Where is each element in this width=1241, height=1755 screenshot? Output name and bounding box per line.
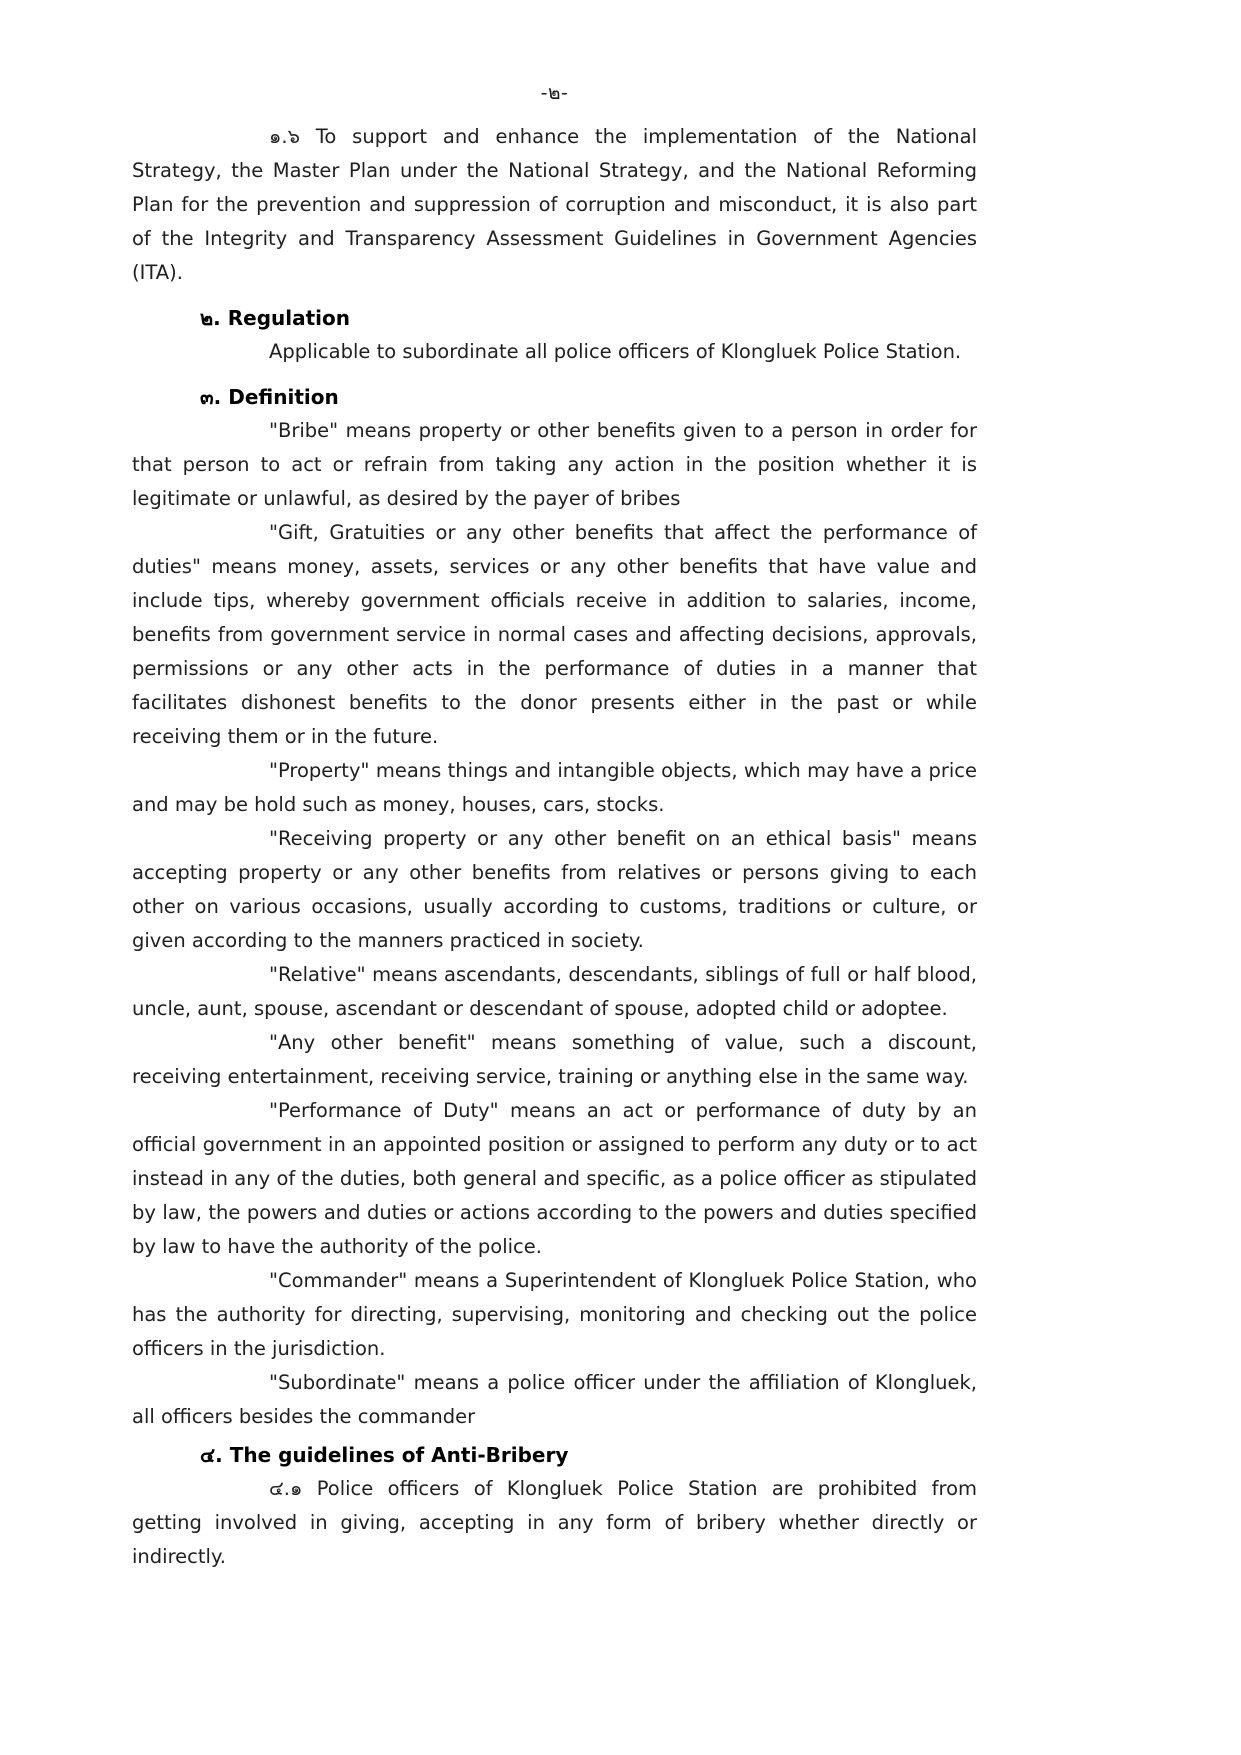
paragraph-regulation-body: Applicable to subordinate all police officers of Klongluek Police Station. (269, 340, 962, 363)
paragraph-definition-property: "Property" means things and intangible objects, which may have a price and may be hold such as money, houses, cars, stocks. (132, 759, 977, 816)
paragraph-definition-any-other-benefit: "Any other benefit" means something of value, such a discount, receiving entertainment, receiving service, training or anything else in the same way. (132, 1031, 977, 1088)
page-content (132, 80, 977, 1574)
paragraph-definition-commander: "Commander" means a Superintendent of Klongluek Police Station, who has the authority for directing, supervising, monitoring and checking out the police officers in the jurisdiction. (132, 1269, 977, 1360)
heading-definition: ๓. Definition (200, 385, 339, 409)
paragraph-definition-relative: "Relative" means ascendants, descendants, siblings of full or half blood, uncle, aunt, spouse, ascendant or descendant of spouse, adopted child or adoptee. (132, 963, 977, 1020)
paragraph-definition-subordinate: "Subordinate" means a police officer under the affiliation of Klongluek, all officers besides the commander (132, 1371, 977, 1428)
spacer (132, 290, 977, 301)
paragraph-1-6: ๑.๖ To support and enhance the implementation of the National Strategy, the Master Plan under the National Strategy, and the National Reforming Plan for the prevention and suppression of corruption and misconduct, it is also part of the Integrity and Transparency Assessment Guidelines in Government Agencies (ITA). (132, 125, 977, 284)
paragraph-4-1: ๔.๑ Police officers of Klongluek Police Station are prohibited from getting involved in giving, accepting in any form of bribery whether directly or indirectly. (132, 1477, 977, 1568)
paragraph-definition-receiving-property: "Receiving property or any other benefit on an ethical basis" means accepting property or any other benefits from relatives or persons giving to each other on various occasions, usually according to customs, traditions or culture, or given according to the manners practiced in society. (132, 827, 977, 952)
spacer (132, 369, 977, 380)
heading-anti-bribery-guidelines: ๔. The guidelines of Anti-Bribery (200, 1443, 569, 1467)
paragraph-definition-bribe: "Bribe" means property or other benefits given to a person in order for that person to act or refrain from taking any action in the position whether it is legitimate or unlawful, as desired by the payer of bribes (132, 419, 977, 510)
paragraph-definition-gift-gratuities: "Gift, Gratuities or any other benefits that affect the performance of duties" means money, assets, services or any other benefits that have value and include tips, whereby government officials receive in addition to salaries, income, benefits from government service in normal cases and affecting decisions, approvals, permissions or any other acts in the performance of duties in a manner that facilitates dishonest benefits to the donor presents either in the past or while receiving them or in the future. (132, 521, 977, 748)
paragraph-definition-performance-of-duty: "Performance of Duty" means an act or performance of duty by an official government in an appointed position or assigned to perform any duty or to act instead in any of the duties, both general and specific, as a police officer as stipulated by law, the powers and duties or actions according to the powers and duties specified by law to have the authority of the police. (132, 1099, 977, 1258)
heading-regulation: ๒. Regulation (200, 306, 351, 330)
page-number: -๒- (540, 82, 569, 104)
